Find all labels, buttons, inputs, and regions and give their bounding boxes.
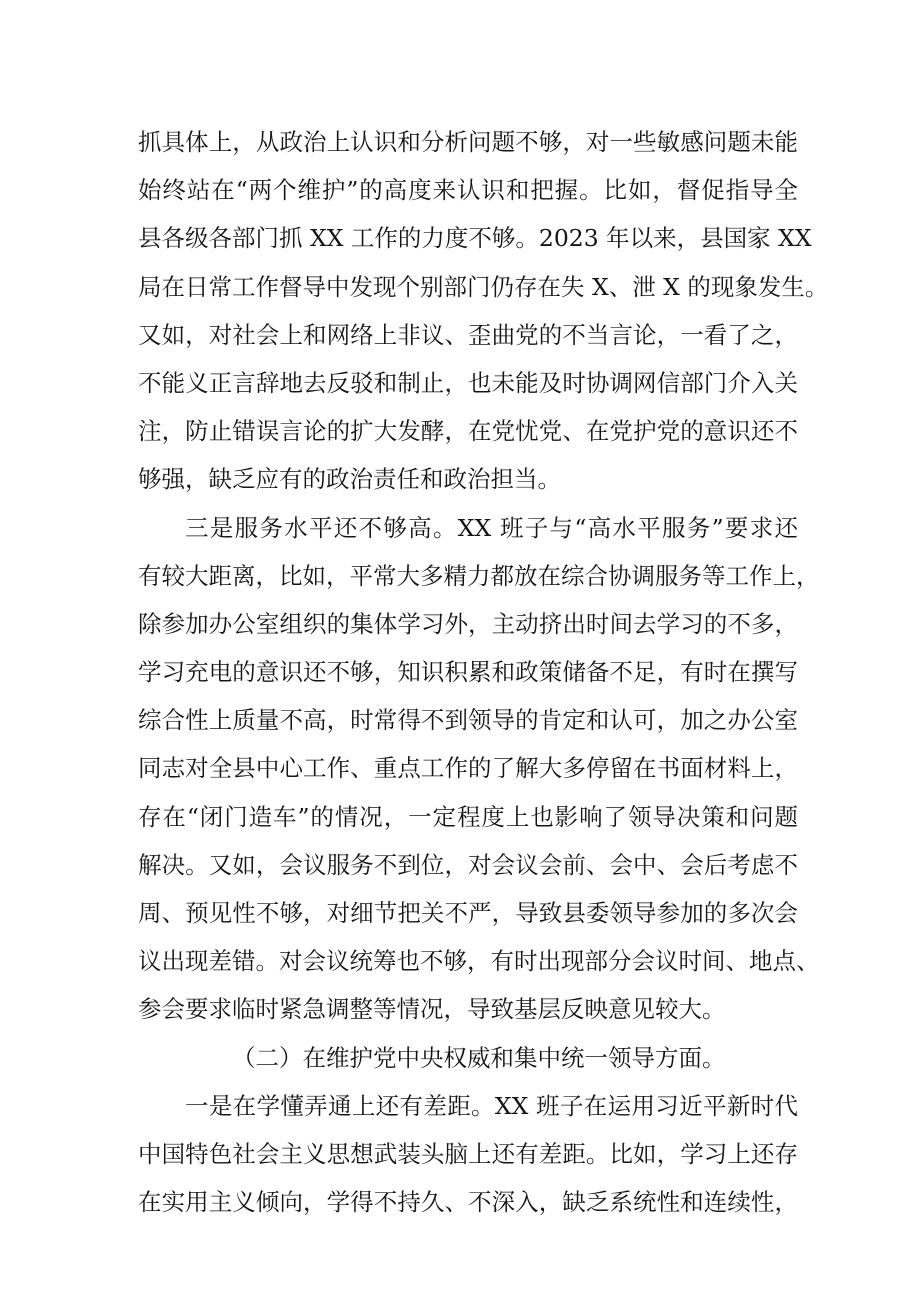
- text-line: 学习充电的意识还不够，知识积累和政策储备不足，有时在撰写: [138, 658, 798, 687]
- text-line: 始终站在“两个维护”的高度来认识和把握。比如，督促指导全: [138, 176, 798, 205]
- text-line: 不能义正言辞地去反驳和制止，也未能及时协调网信部门介入关: [138, 368, 798, 397]
- text-line: 在实用主义倾向，学得不持久、不深入，缺乏系统性和连续性，: [138, 1188, 798, 1217]
- section-heading: （二）在维护党中央权威和集中统一领导方面。: [232, 1043, 726, 1072]
- text-line: 局在日常工作督导中发现个别部门仍存在失 X、泄 X 的现象发生。: [138, 272, 829, 301]
- text-line: 有较大距离，比如，平常大多精力都放在综合协调服务等工作上，: [138, 561, 820, 590]
- text-line: 中国特色社会主义思想武装头脑上还有差距。比如，学习上还存: [138, 1139, 798, 1168]
- text-line: 议出现差错。对会议统筹也不够，有时出现部分会议时间、地点、: [138, 947, 820, 976]
- text-line: 抓具体上，从政治上认识和分析问题不够，对一些敏感问题未能: [138, 128, 798, 156]
- paragraph-2: [138, 504, 820, 1034]
- text-line: 周、预见性不够，对细节把关不严，导致县委领导参加的多次会: [138, 899, 798, 927]
- document-body: [138, 118, 829, 1226]
- text-line: 三是服务水平还不够高。XX 班子与“高水平服务”要求还: [185, 513, 798, 542]
- text-line: 注，防止错误言论的扩大发酵，在党忧党、在党护党的意识还不: [138, 417, 798, 446]
- paragraph-1: [138, 118, 829, 504]
- text-line: 同志对全县中心工作、重点工作的了解大多停留在书面材料上，: [138, 754, 798, 783]
- paragraph-3: [138, 1082, 798, 1227]
- text-line: 又如，对社会上和网络上非议、歪曲党的不当言论，一看了之，: [138, 320, 798, 349]
- text-line: 一是在学懂弄通上还有差距。XX 班子在运用习近平新时代: [185, 1091, 798, 1120]
- text-line: 解决。又如，会议服务不到位，对会议会前、会中、会后考虑不: [138, 850, 798, 879]
- text-line: 除参加办公室组织的集体学习外，主动挤出时间去学习的不多，: [138, 609, 798, 638]
- text-line: 综合性上质量不高，时常得不到领导的肯定和认可，加之办公室: [138, 706, 798, 735]
- text-line: 参会要求临时紧急调整等情况，导致基层反映意见较大。: [138, 995, 726, 1024]
- text-line: 存在“闭门造车”的情况，一定程度上也影响了领导决策和问题: [138, 802, 798, 831]
- text-line: 县各级各部门抓 XX 工作的力度不够。2023 年以来，县国家 XX: [138, 224, 812, 253]
- text-line: 够强，缺乏应有的政治责任和政治担当。: [138, 465, 561, 494]
